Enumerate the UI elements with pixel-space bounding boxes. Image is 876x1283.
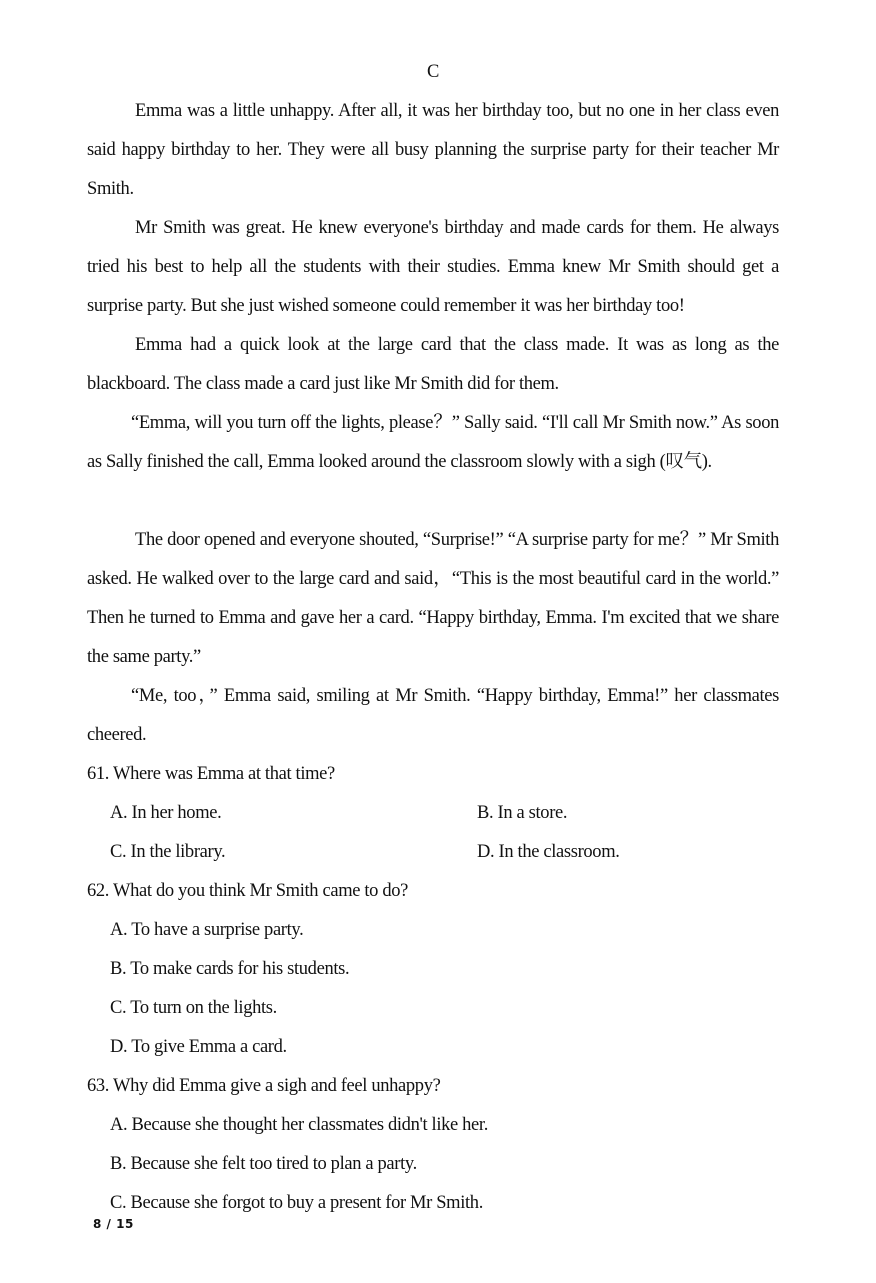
question-63-stem: 63. Why did Emma give a sigh and feel unhappy? [87, 1076, 441, 1096]
passage-paragraph-2: Mr Smith was great. He knew everyone's birthday and made cards for them. He always tried his best to help all the students with their studies. Emma knew Mr Smith should get a surprise party. But she just wished someone could remember it was her birthday too! [87, 218, 779, 316]
question-61-option-b: B. In a store. [477, 803, 568, 823]
question-62-stem: 62. What do you think Mr Smith came to do? [87, 881, 409, 901]
question-63-option-b: B. Because she felt too tired to plan a party. [110, 1154, 417, 1174]
passage-paragraph-4: “Emma, will you turn off the lights, please？” Sally said. “I'll call Mr Smith now.” As soon as Sally finished the call, Emma looked around the classroom slowly with a sigh (叹气). [87, 413, 779, 472]
passage-paragraph-5: The door opened and everyone shouted, “Surprise!” “A surprise party for me？” Mr Smith asked. He walked over to the large card and said，“This is the most beautiful card in the world.” Then he turned to Emma and gave her a card. “Happy birthday, Emma. I'm excited that we share the same party.” [87, 530, 779, 667]
question-61-option-a: A. In her home. [110, 803, 222, 823]
passage-paragraph-1: Emma was a little unhappy. After all, it was her birthday too, but no one in her class even said happy birthday to her. They were all busy planning the surprise party for their teacher Mr Smith. [87, 101, 779, 199]
question-62-option-d: D. To give Emma a card. [110, 1037, 287, 1057]
passage-paragraph-3: Emma had a quick look at the large card that the class made. It was as long as the blackboard. The class made a card just like Mr Smith did for them. [87, 335, 779, 394]
question-62-option-b: B. To make cards for his students. [110, 959, 350, 979]
question-61-option-c: C. In the library. [110, 842, 226, 862]
section-title: C [427, 62, 439, 82]
question-62-option-a: A. To have a surprise party. [110, 920, 304, 940]
question-63-option-a: A. Because she thought her classmates didn't like her. [110, 1115, 488, 1135]
passage-paragraph-6: “Me, too，” Emma said, smiling at Mr Smith. “Happy birthday, Emma!” her classmates cheered. [87, 686, 779, 745]
question-62-option-c: C. To turn on the lights. [110, 998, 277, 1018]
question-61-stem: 61. Where was Emma at that time? [87, 764, 335, 784]
page-number: 8 / 15 [93, 1217, 134, 1231]
question-61-option-d: D. In the classroom. [477, 842, 620, 862]
question-63-option-c: C. Because she forgot to buy a present for Mr Smith. [110, 1193, 483, 1213]
